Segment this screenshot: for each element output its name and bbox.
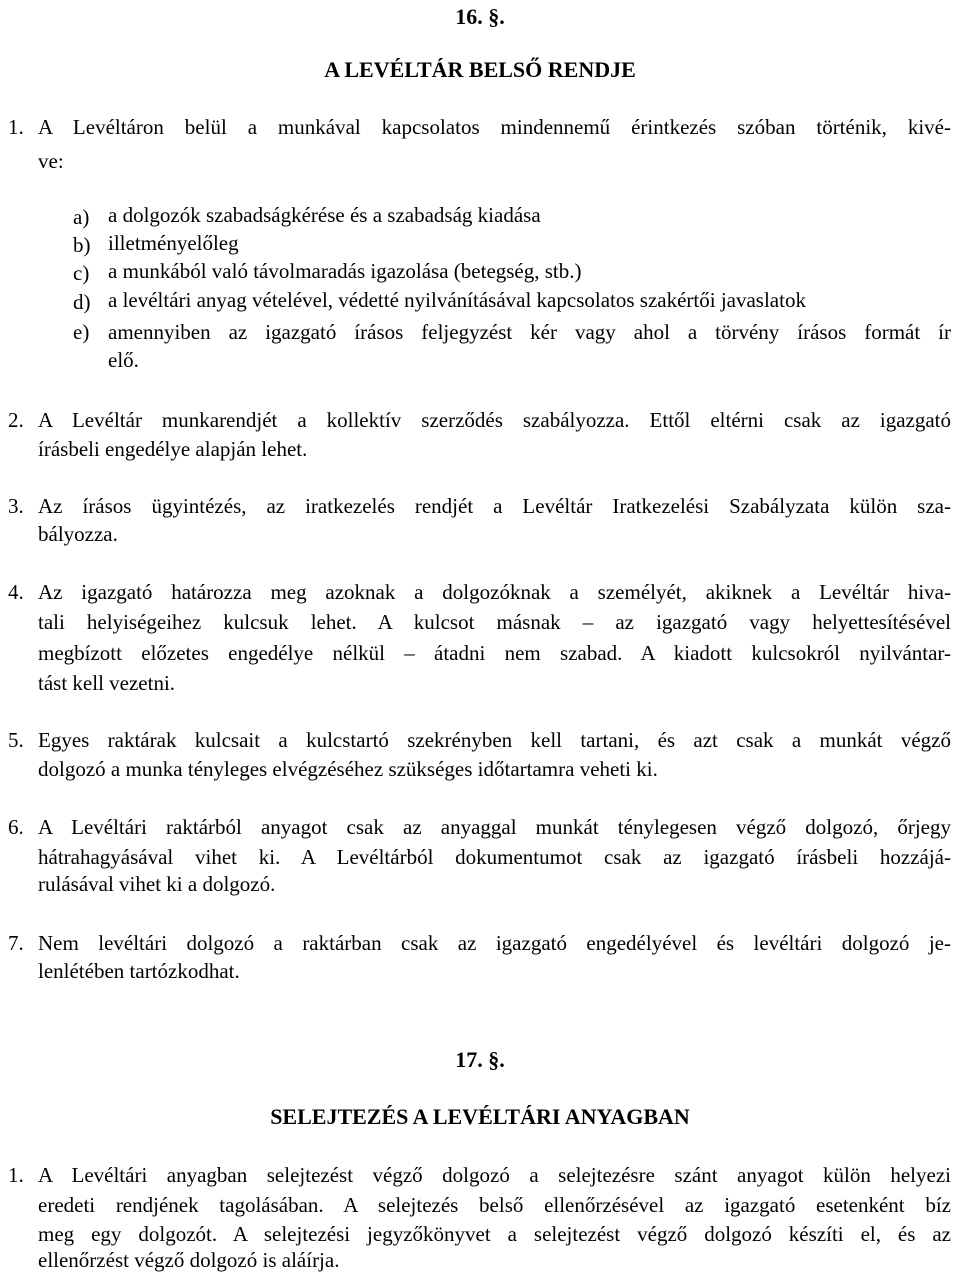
item-line: lenlétében tartózkodhat. <box>38 959 240 983</box>
subitem-line: amennyiben az igazgató írásos feljegyzést kér vagy ahol a törvény írásos formát ír <box>108 320 951 344</box>
item-line: eredeti rendjének tagolásában. A selejtezés belső ellenőrzésével az igazgató esetenként bíz <box>38 1193 951 1217</box>
item-line: A Levéltár munkarendjét a kollektív szerződés szabályozza. Ettől eltérni csak az igazgató <box>38 408 951 432</box>
item-number: 7. <box>8 931 24 955</box>
item-number: 6. <box>8 815 24 839</box>
item-line: dolgozó a munka tényleges elvégzéséhez szükséges időtartamra veheti ki. <box>38 757 658 781</box>
item-number: 1. <box>8 1163 24 1187</box>
section-number: 17. §. <box>455 1047 505 1072</box>
section-number: 16. §. <box>455 4 505 29</box>
subitem-label: a) <box>73 205 90 229</box>
item-line: tali helyiségeihez kulcsuk lehet. A kulcsot másnak – az igazgató vagy helyettesítésével <box>38 610 951 634</box>
item-line: Az írásos ügyintézés, az iratkezelés rendjét a Levéltár Iratkezelési Szabályzata külön sza- <box>38 494 951 518</box>
item-line: A Levéltáron belül a munkával kapcsolatos mindennemű érintkezés szóban történik, kivé- <box>38 115 951 139</box>
item-line: A Levéltári anyagban selejtezést végző dolgozó a selejtezésre szánt anyagot külön helyezi <box>38 1163 951 1187</box>
subitem-label: d) <box>73 290 91 314</box>
item-line: írásbeli engedélye alapján lehet. <box>38 437 308 461</box>
item-line: ve: <box>38 149 64 173</box>
subitem-label: b) <box>73 233 91 257</box>
item-line: bályozza. <box>38 522 118 546</box>
item-line: Egyes raktárak kulcsait a kulcstartó szekrényben kell tartani, és azt csak a munkát végző <box>38 728 951 752</box>
item-number: 2. <box>8 408 24 432</box>
item-number: 4. <box>8 580 24 604</box>
item-number: 5. <box>8 728 24 752</box>
item-line: Nem levéltári dolgozó a raktárban csak az igazgató engedélyével és levéltári dolgozó je- <box>38 931 951 955</box>
subitem-line: illetményelőleg <box>108 231 239 255</box>
subitem-label: c) <box>73 261 90 285</box>
subitem-line: a levéltári anyag vételével, védetté nyilvánításával kapcsolatos szakértői javaslatok <box>108 288 806 312</box>
subitem-line: elő. <box>108 348 139 372</box>
item-line: hátrahagyásával vihet ki. A Levéltárból dokumentumot csak az igazgató írásbeli hozzájá- <box>38 845 951 869</box>
section-title: A LEVÉLTÁR BELSŐ RENDJE <box>324 57 636 82</box>
item-number: 3. <box>8 494 24 518</box>
item-number: 1. <box>8 115 24 139</box>
item-line: meg egy dolgozót. A selejtezési jegyzőkönyvet a selejtezést végző dolgozó készíti el, és az <box>38 1222 951 1246</box>
item-line: Az igazgató határozza meg azoknak a dolgozóknak a személyét, akiknek a Levéltár hiva- <box>38 580 951 604</box>
subitem-line: a munkából való távolmaradás igazolása (betegség, stb.) <box>108 259 582 283</box>
item-line: rulásával vihet ki a dolgozó. <box>38 872 276 896</box>
item-line: A Levéltári raktárból anyagot csak az anyaggal munkát ténylegesen végző dolgozó, őrjegy <box>38 815 951 839</box>
item-line: tást kell vezetni. <box>38 671 176 695</box>
subitem-line: a dolgozók szabadságkérése és a szabadság kiadása <box>108 203 541 227</box>
item-line: megbízott előzetes engedélye nélkül – átadni nem szabad. A kiadott kulcsokról nyilvántar- <box>38 641 951 665</box>
section-title: SELEJTEZÉS A LEVÉLTÁRI ANYAGBAN <box>270 1104 690 1129</box>
item-line: ellenőrzést végző dolgozó is aláírja. <box>38 1248 340 1272</box>
subitem-label: e) <box>73 320 90 344</box>
